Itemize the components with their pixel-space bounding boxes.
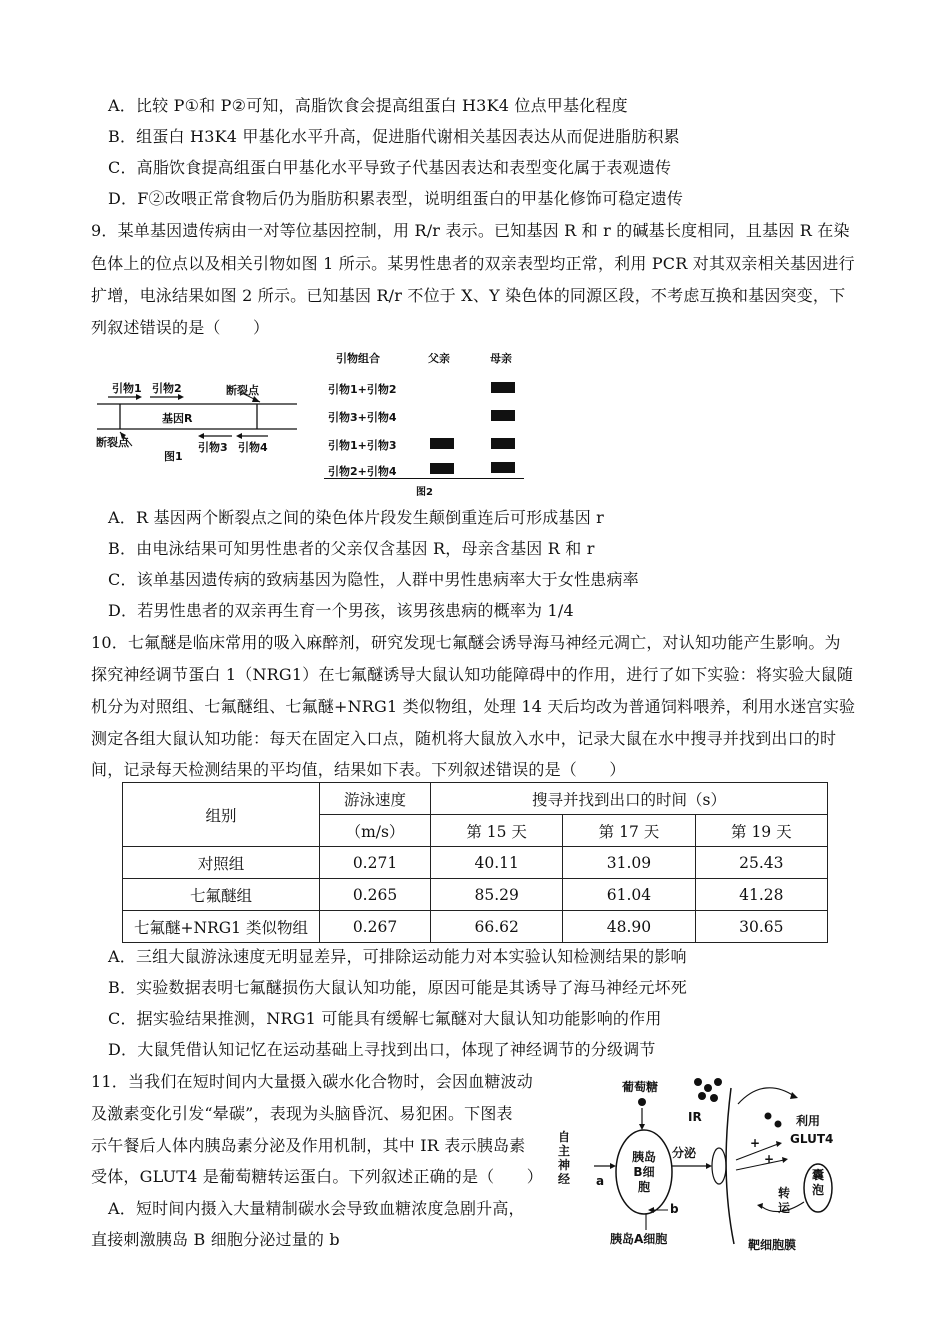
q9-option-b: B．由电泳结果可知男性患者的父亲仅含基因 R，母亲含基因 R 和 r bbox=[108, 539, 595, 558]
cell-speed: 0.271 bbox=[320, 847, 431, 879]
header-speed-name: 游泳速度 bbox=[343, 790, 406, 809]
cell-speed: 0.267 bbox=[320, 911, 431, 943]
cell-group: 对照组 bbox=[123, 847, 320, 879]
cell-day19: 25.43 bbox=[695, 847, 827, 879]
gel-band-mother bbox=[491, 462, 515, 473]
q9-stem-line-4: 列叙述错误的是（ ） bbox=[91, 318, 270, 337]
gel-band-father bbox=[430, 438, 454, 449]
alpha-cell-label: 胰岛A细胞 bbox=[610, 1232, 668, 1246]
b-label: b bbox=[670, 1202, 679, 1216]
q9-figure-2 bbox=[320, 346, 530, 498]
figure-1-caption: 图1 bbox=[164, 450, 183, 463]
table-row bbox=[123, 879, 828, 911]
table-row bbox=[123, 911, 828, 943]
gel-band-mother bbox=[491, 382, 515, 393]
q10-option-c: C．据实验结果推测，NRG1 可能具有缓解七氟醚对大鼠认知功能影响的作用 bbox=[108, 1009, 662, 1028]
q11-option-a-line-2: 直接刺激胰岛 B 细胞分泌过量的 b bbox=[91, 1230, 340, 1249]
gel-band-father bbox=[430, 463, 454, 474]
primer1-label: 引物1 bbox=[112, 382, 142, 395]
header-day-19: 第 19 天 bbox=[695, 815, 827, 847]
gel-baseline bbox=[324, 478, 524, 479]
q11-option-a-line-1: A．短时间内摄入大量精制碳水会导致血糖浓度急剧升高， bbox=[108, 1199, 525, 1218]
cell-day15: 40.11 bbox=[431, 847, 563, 879]
header-speed-unit: （m/s） bbox=[320, 815, 431, 847]
secrete-label: 分泌 bbox=[672, 1146, 697, 1160]
primer3-label: 引物3 bbox=[198, 441, 228, 454]
fig2-row-combo: 引物2+引物4 bbox=[328, 465, 397, 478]
table-row bbox=[123, 847, 828, 879]
cell-day15: 66.62 bbox=[431, 911, 563, 943]
cell-speed: 0.265 bbox=[320, 879, 431, 911]
q9-option-a: A．R 基因两个断裂点之间的染色体片段发生颠倒重连后可形成基因 r bbox=[108, 508, 605, 527]
autonomic-nerve-label: 自主神经 bbox=[558, 1130, 571, 1186]
plus-label-2: + bbox=[764, 1152, 775, 1166]
a-label: a bbox=[596, 1174, 605, 1188]
use-label: 利用 bbox=[796, 1114, 821, 1128]
break-point-top-label: 断裂点 bbox=[226, 384, 259, 397]
primer2-label: 引物2 bbox=[152, 382, 182, 395]
figure-2-caption: 图2 bbox=[416, 487, 433, 498]
header-day-15: 第 15 天 bbox=[431, 815, 563, 847]
fig2-header-combo: 引物组合 bbox=[336, 352, 380, 365]
primer4-label: 引物4 bbox=[238, 441, 268, 454]
fig2-row-combo: 引物1+引物2 bbox=[328, 383, 397, 396]
header-group: 组别 bbox=[123, 783, 320, 847]
gel-band-mother bbox=[491, 438, 515, 449]
gene-r-label: 基因R bbox=[162, 412, 193, 425]
q10-option-d: D．大鼠凭借认知记忆在运动基础上寻找到出口，体现了神经调节的分级调节 bbox=[108, 1040, 656, 1059]
cell-day17: 31.09 bbox=[563, 847, 695, 879]
cell-day19: 30.65 bbox=[695, 911, 827, 943]
q11-stem-line-2: 及激素变化引发“晕碳”，表现为头脑昏沉、易犯困。下图表 bbox=[91, 1104, 513, 1123]
q8-option-c: C．高脂饮食提高组蛋白甲基化水平导致子代基因表达和表型变化属于表观遗传 bbox=[108, 158, 672, 177]
glucose-label: 葡萄糖 bbox=[622, 1080, 659, 1094]
q9-figure-1 bbox=[92, 372, 302, 464]
cell-day15: 85.29 bbox=[431, 879, 563, 911]
cell-group: 七氟醚组 bbox=[123, 879, 320, 911]
q10-stem-line-5: 间，记录每天检测结果的平均值，结果如下表。下列叙述错误的是（ ） bbox=[91, 760, 626, 779]
header-day-17: 第 17 天 bbox=[563, 815, 695, 847]
target-membrane-label: 靶细胞膜 bbox=[748, 1238, 797, 1252]
q10-option-a: A．三组大鼠游泳速度无明显差异，可排除运动能力对本实验认知检测结果的影响 bbox=[108, 947, 687, 966]
q8-option-b: B．组蛋白 H3K4 甲基化水平升高，促进脂代谢相关基因表达从而促进脂肪积累 bbox=[108, 127, 680, 146]
q8-option-d: D．F②改喂正常食物后仍为脂肪积累表型，说明组蛋白的甲基化修饰可稳定遗传 bbox=[108, 189, 684, 208]
cell-day17: 48.90 bbox=[563, 911, 695, 943]
glucose-dots bbox=[638, 1078, 782, 1128]
transport-label: 转运 bbox=[778, 1186, 791, 1215]
q10-results-table bbox=[122, 782, 828, 943]
gel-band-mother bbox=[491, 410, 515, 421]
header-speed bbox=[320, 783, 431, 815]
q9-option-d: D．若男性患者的双亲再生育一个男孩，该男孩患病的概率为 1/4 bbox=[108, 601, 574, 620]
fig2-header-mother: 母亲 bbox=[490, 352, 512, 365]
plus-label-1: + bbox=[750, 1136, 761, 1150]
beta-cell-label: 胰岛B细胞 bbox=[631, 1150, 656, 1194]
fig2-header-father: 父亲 bbox=[428, 352, 450, 365]
q11-insulin-figure bbox=[556, 1074, 846, 1254]
q10-stem-line-4: 测定各组大鼠认知功能：每天在固定入口点，随机将大鼠放入水中，记录大鼠在水中搜寻并找到出口的时 bbox=[91, 729, 837, 748]
fig2-row-combo: 引物3+引物4 bbox=[328, 411, 397, 424]
q10-stem-line-1: 10．七氟醚是临床常用的吸入麻醉剂，研究发现七氟醚会诱导海马神经元凋亡，对认知功能产生影响。为 bbox=[91, 633, 841, 652]
q9-stem-line-2: 色体上的位点以及相关引物如图 1 所示。某男性患者的双亲表型均正常，利用 PCR 对其双亲相关基因进行 bbox=[91, 254, 855, 273]
q11-stem-line-1: 11．当我们在短时间内大量摄入碳水化合物时，会因血糖波动 bbox=[91, 1072, 533, 1091]
q9-stem-line-3: 扩增，电泳结果如图 2 所示。已知基因 R/r 不位于 X、Y 染色体的同源区段，不考虑互换和基因突变，下 bbox=[91, 286, 846, 305]
ir-label: IR bbox=[688, 1110, 702, 1124]
q11-stem-line-3: 示午餐后人体内胰岛素分泌及作用机制，其中 IR 表示胰岛素 bbox=[91, 1136, 526, 1155]
vesicle-label: 囊泡 bbox=[812, 1168, 825, 1197]
insulin-mechanism-diagram bbox=[556, 1074, 846, 1254]
q9-stem-line-1: 9．某单基因遗传病由一对等位基因控制，用 R/r 表示。已知基因 R 和 r 的碱基长度相同，且基因 R 在染 bbox=[91, 221, 850, 240]
fig2-row-combo: 引物1+引物3 bbox=[328, 439, 397, 452]
cell-group: 七氟醚+NRG1 类似物组 bbox=[123, 911, 320, 943]
break-point-bottom-label: 断裂点 bbox=[96, 436, 129, 449]
q11-stem-line-4: 受体，GLUT4 是葡萄糖转运蛋白。下列叙述正确的是（ ） bbox=[91, 1167, 543, 1186]
cell-day19: 41.28 bbox=[695, 879, 827, 911]
q10-stem-line-3: 机分为对照组、七氟醚组、七氟醚+NRG1 类似物组，处理 14 天后均改为普通饲料喂养，利用水迷宫实验 bbox=[91, 697, 856, 716]
q10-stem-line-2: 探究神经调节蛋白 1（NRG1）在七氟醚诱导大鼠认知功能障碍中的作用，进行了如下实验：将实验大鼠随 bbox=[91, 665, 854, 684]
glut4-label: GLUT4 bbox=[790, 1132, 834, 1146]
q8-option-a: A．比较 P①和 P②可知，高脂饮食会提高组蛋白 H3K4 位点甲基化程度 bbox=[108, 96, 628, 115]
header-time: 搜寻并找到出口的时间（s） bbox=[431, 783, 828, 815]
q10-option-b: B．实验数据表明七氟醚损伤大鼠认知功能，原因可能是其诱导了海马神经元坏死 bbox=[108, 978, 687, 997]
q9-option-c: C．该单基因遗传病的致病基因为隐性，人群中男性患病率大于女性患病率 bbox=[108, 570, 639, 589]
cell-day17: 61.04 bbox=[563, 879, 695, 911]
